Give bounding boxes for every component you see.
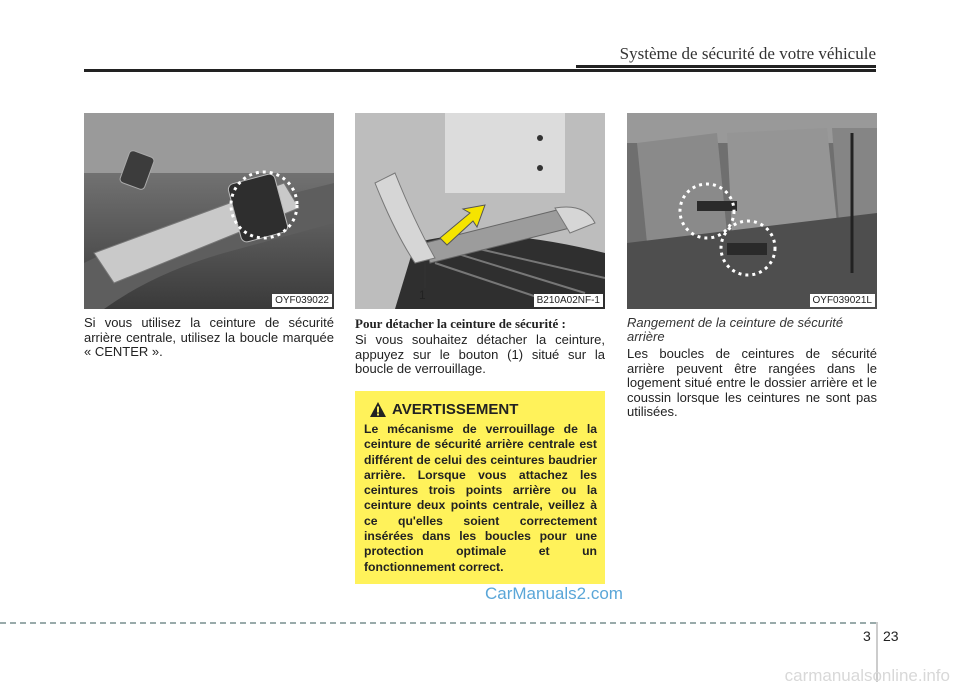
watermark-link[interactable]: CarManuals2.com [485, 584, 623, 603]
figure-code: B210A02NF-1 [534, 294, 603, 307]
header-title: Système de sécurité de votre véhicule [619, 44, 876, 63]
warning-header [370, 401, 597, 418]
col3-paragraph: Les boucles de ceintures de sécurité arrière peuvent être rangées dans le logement situé entre le dossier arrière et le coussin lorsque les ceintures ne sont pas utilisées. [627, 346, 877, 419]
unbuckle-illustration [355, 113, 605, 309]
warning-title: AVERTISSEMENT [392, 401, 519, 418]
col3-heading: Rangement de la ceinture de sécurité arrière [627, 315, 844, 344]
page-number: 23 [883, 628, 899, 644]
seat-belt-buckle-illustration [84, 113, 334, 309]
footer-rule [0, 622, 876, 624]
rear-seat-illustration [627, 113, 877, 309]
warning-box [355, 391, 605, 584]
figure-belt-storage [627, 113, 877, 309]
col1-paragraph: Si vous utilisez la ceinture de sécurité arrière centrale, utilisez la boucle marquée « CENTER ». [84, 315, 334, 359]
figure-unbuckle [355, 113, 605, 309]
figure-code: OYF039021L [810, 294, 876, 307]
col2-paragraph: Si vous souhaitez détacher la ceinture, appuyez sur le bouton (1) situé sur la boucle de verrouillage. [355, 332, 605, 376]
warning-triangle-icon [370, 402, 386, 417]
figure-code: OYF039022 [272, 294, 332, 307]
callout-number: 1 [419, 288, 426, 302]
warning-text: Le mécanisme de verrouillage de la ceinture de sécurité arrière centrale est différent de celui des ceintures baudrier arrière. Lorsque vous attachez les ceintures trois points arrière ou la ceinture deux points centrale, veillez à ce qu'elles soient correctement insérées dans les boucles pour une protection optimale et un fonctionnement correct. [364, 422, 597, 574]
footer-watermark[interactable]: carmanualsonline.info [784, 666, 950, 685]
col2-heading: Pour détacher la ceinture de sécurité : [355, 316, 566, 331]
figure-center-buckle [84, 113, 334, 309]
chapter-number: 3 [863, 628, 871, 644]
header-rule [84, 69, 876, 72]
